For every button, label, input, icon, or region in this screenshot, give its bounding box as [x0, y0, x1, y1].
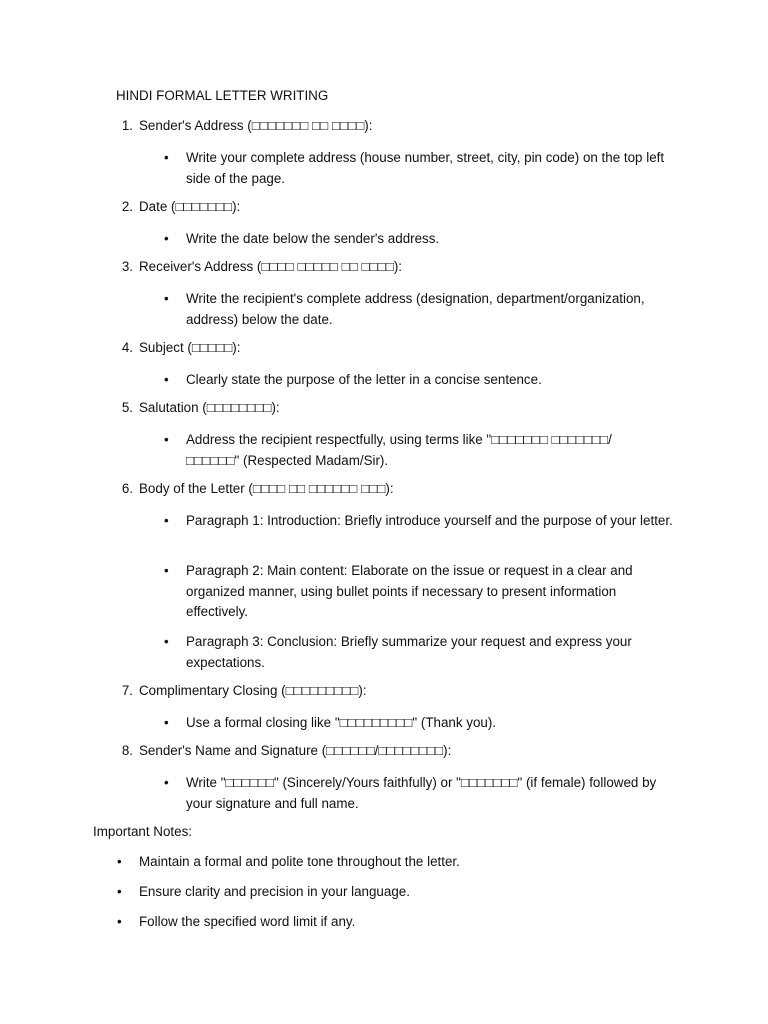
bullet-text: Paragraph 2: Main content: Elaborate on the issue or request in a clear and organized manner, using bullet points if necessary to present information effectively. — [186, 563, 633, 619]
document-title: HINDI FORMAL LETTER WRITING — [116, 88, 329, 103]
section-number: 3. — [121, 259, 133, 274]
section-heading — [121, 400, 280, 415]
section-heading-text: Salutation (□□□□□□□□): — [139, 400, 280, 415]
note-text: Maintain a formal and polite tone throughout the letter. — [139, 854, 460, 869]
bullet-item — [164, 632, 676, 673]
bullet-item — [164, 713, 676, 734]
bullet-text: Use a formal closing like "□□□□□□□□□" (Thank you). — [186, 715, 497, 730]
bullet-dot: • — [164, 513, 169, 528]
section-number: 5. — [121, 400, 133, 415]
bullet-dot: • — [164, 432, 169, 447]
bullet-item — [164, 430, 616, 471]
bullet-dot: • — [164, 291, 169, 306]
section-heading-text: Subject (□□□□□): — [139, 340, 241, 355]
bullet-item — [164, 561, 676, 623]
bullet-text: Clearly state the purpose of the letter in a concise sentence. — [186, 372, 542, 387]
bullet-text: Address the recipient respectfully, using terms like "□□□□□□□ □□□□□□□/□□□□□□" (Respected Madam/Sir). — [186, 432, 612, 468]
section-heading-text: Receiver's Address (□□□□ □□□□□ □□ □□□□): — [139, 259, 403, 274]
note-text: Follow the specified word limit if any. — [139, 914, 356, 929]
bullet-dot: • — [117, 854, 122, 869]
bullet-text: Write your complete address (house number, street, city, pin code) on the top left side of the page. — [186, 150, 665, 186]
note-item — [117, 884, 410, 899]
bullet-dot: • — [164, 150, 169, 165]
bullet-dot: • — [164, 775, 169, 790]
bullet-dot: • — [117, 884, 122, 899]
section-number: 8. — [121, 743, 133, 758]
bullet-dot: • — [117, 914, 122, 929]
section-number: 7. — [121, 683, 133, 698]
section-heading — [121, 199, 241, 214]
bullet-dot: • — [164, 715, 169, 730]
section-heading-text: Complimentary Closing (□□□□□□□□□): — [139, 683, 367, 698]
note-text: Ensure clarity and precision in your language. — [139, 884, 410, 899]
section-number: 6. — [121, 481, 133, 496]
section-number: 4. — [121, 340, 133, 355]
section-heading — [121, 118, 373, 133]
bullet-item — [164, 370, 676, 391]
bullet-dot: • — [164, 231, 169, 246]
bullet-dot: • — [164, 634, 169, 649]
note-item — [117, 914, 356, 929]
section-heading — [121, 340, 241, 355]
bullet-text: Paragraph 1: Introduction: Briefly introduce yourself and the purpose of your letter. — [186, 513, 673, 528]
notes-heading: Important Notes: — [93, 824, 192, 839]
bullet-item — [164, 773, 676, 814]
bullet-dot: • — [164, 563, 169, 578]
bullet-item — [164, 511, 676, 532]
bullet-item — [164, 229, 676, 250]
section-heading-text: Sender's Address (□□□□□□□ □□ □□□□): — [139, 118, 373, 133]
section-heading-text: Body of the Letter (□□□□ □□ □□□□□□ □□□): — [139, 481, 394, 496]
bullet-text: Write "□□□□□□" (Sincerely/Yours faithfully) or "□□□□□□□" (if female) followed by your signature and full name. — [186, 775, 657, 811]
section-number: 2. — [121, 199, 133, 214]
bullet-text: Write the recipient's complete address (designation, department/organization, address) below the date. — [186, 291, 645, 327]
bullet-text: Paragraph 3: Conclusion: Briefly summarize your request and express your expectations. — [186, 634, 632, 670]
bullet-text: Write the date below the sender's address. — [186, 231, 440, 246]
section-heading-text: Date (□□□□□□□): — [139, 199, 241, 214]
bullet-item — [164, 148, 676, 189]
note-item — [117, 854, 460, 869]
section-heading-text: Sender's Name and Signature (□□□□□□/□□□□□□□□): — [139, 743, 452, 758]
section-number: 1. — [121, 118, 133, 133]
section-heading — [121, 481, 394, 496]
bullet-dot: • — [164, 372, 169, 387]
section-heading — [121, 683, 367, 698]
bullet-item — [164, 289, 676, 330]
section-heading — [121, 743, 452, 758]
section-heading — [121, 259, 403, 274]
